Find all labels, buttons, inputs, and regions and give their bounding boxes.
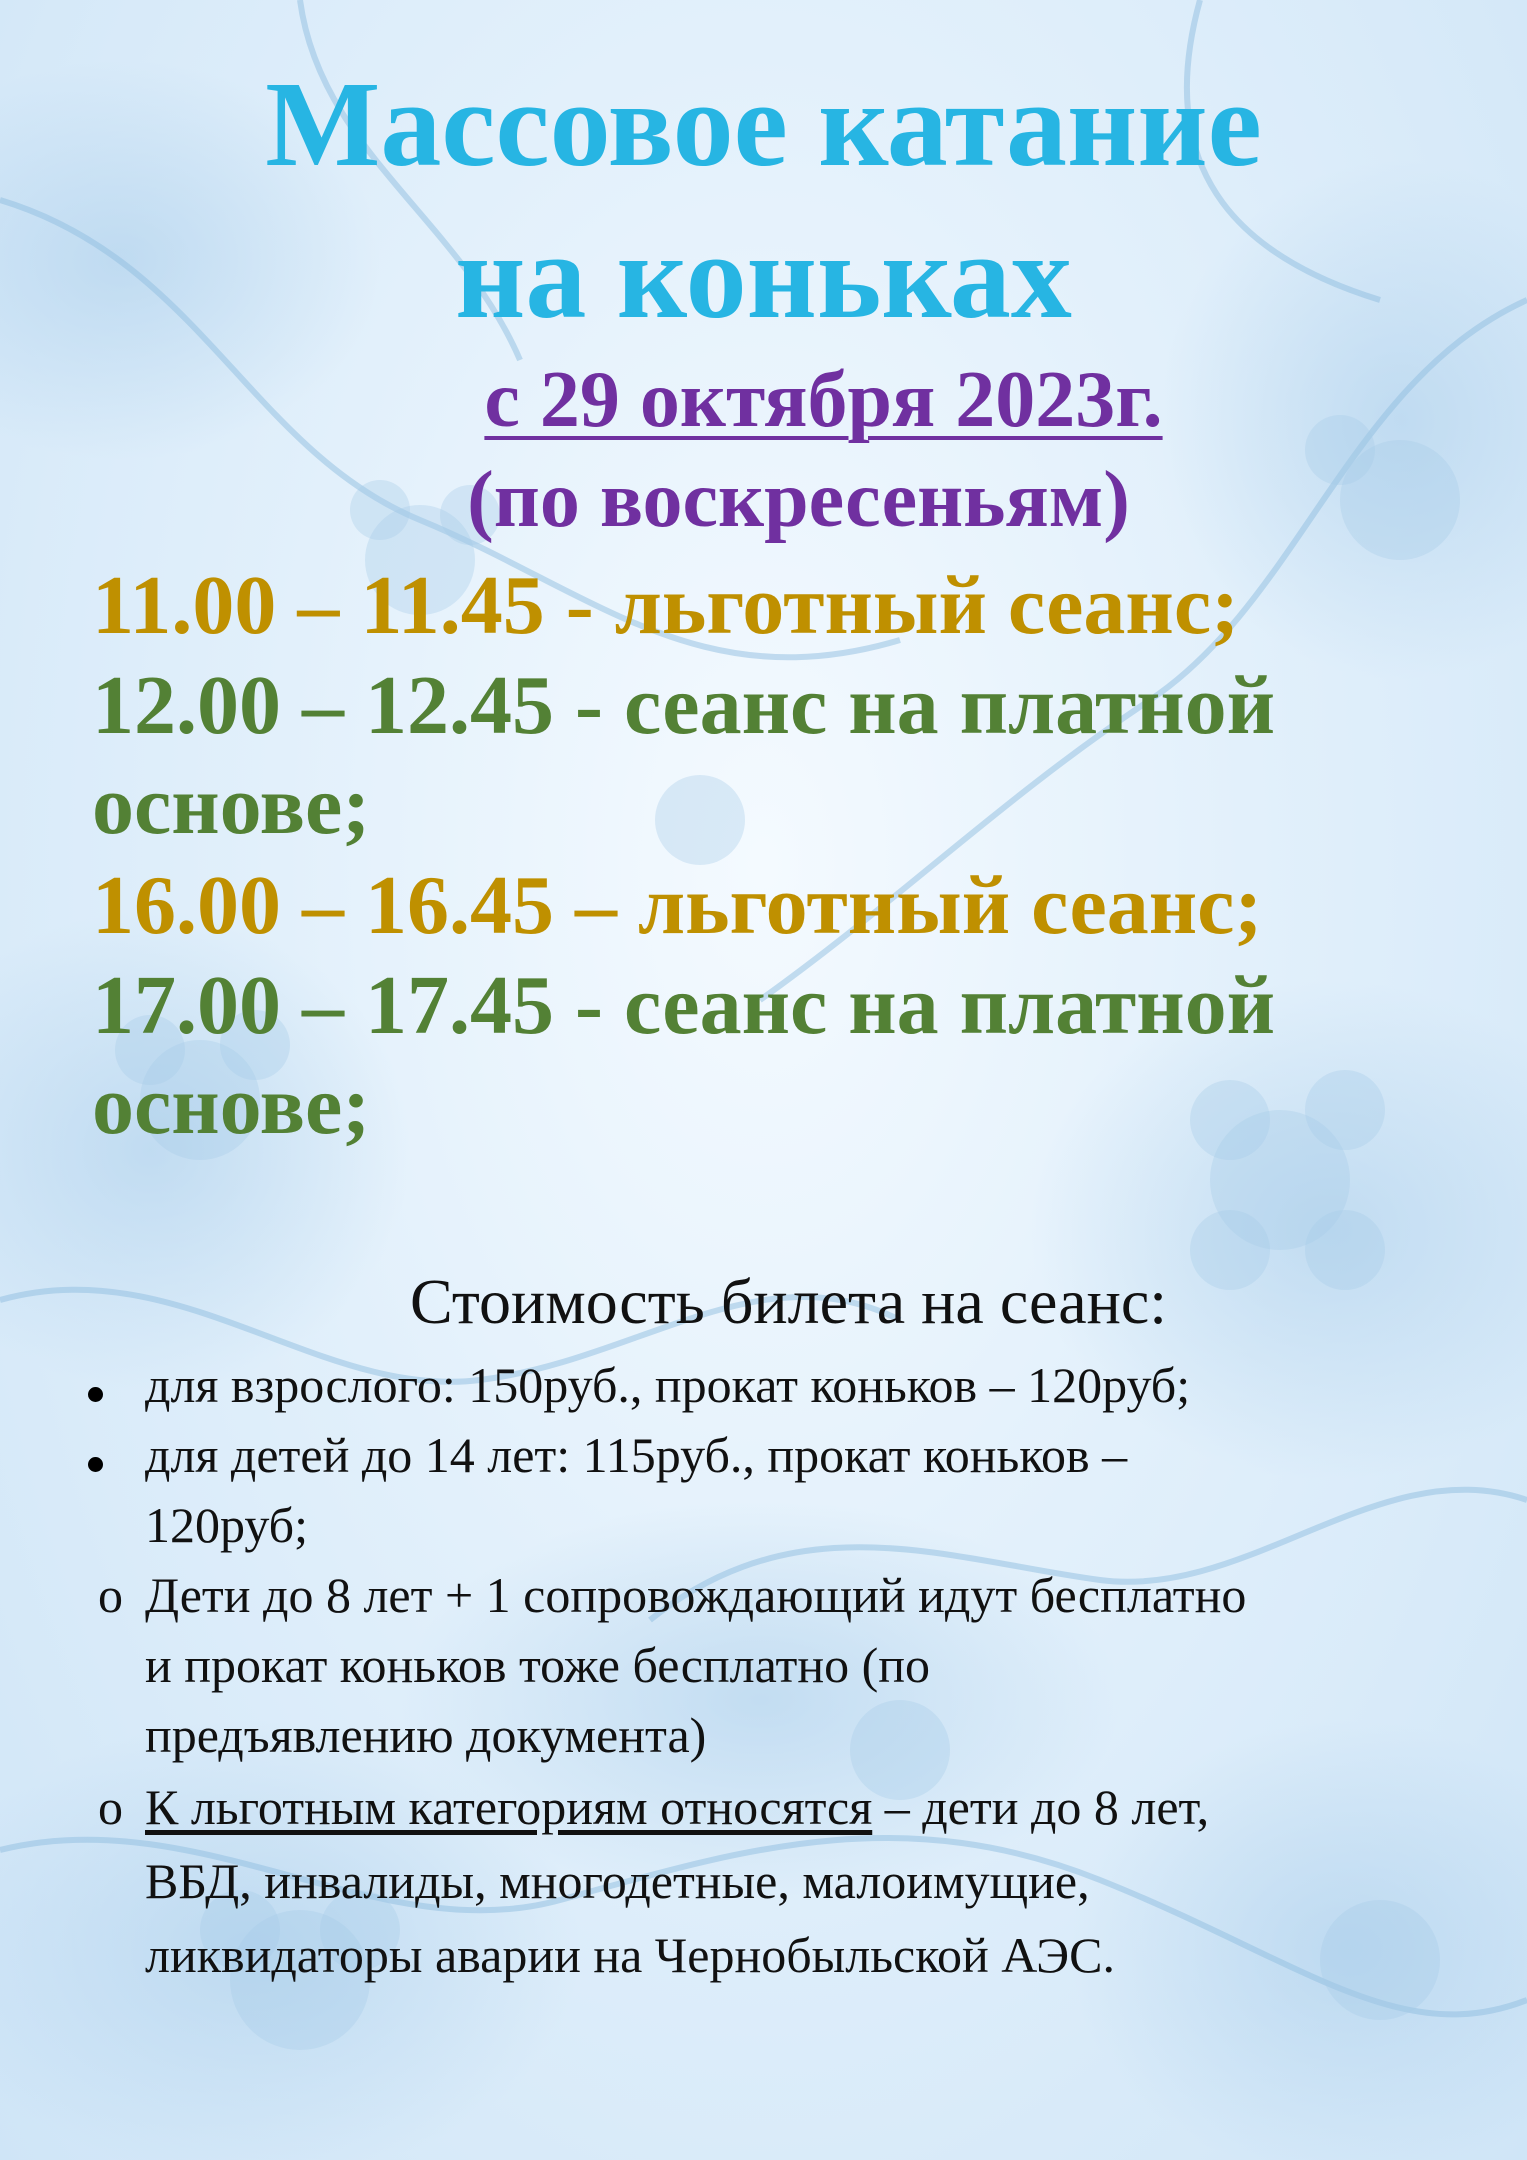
schedule-line: 16.00 – 16.45 – льготный сеанс; <box>92 859 1263 952</box>
schedule-line: 17.00 – 17.45 - сеанс на платной <box>92 959 1276 1052</box>
list-item <box>0 1770 1527 1992</box>
schedule-line: основе; <box>92 1059 371 1152</box>
poster-title-line2: на коньках <box>455 209 1072 344</box>
list-item <box>0 1420 1527 1560</box>
poster-title-line1: Массовое катание <box>265 57 1262 192</box>
list-item-text: для детей до 14 лет: 115руб., прокат коньков – <box>145 1427 1128 1483</box>
list-item-text: Дети до 8 лет + 1 сопровождающий идут бесплатно <box>145 1567 1247 1623</box>
bullet-disc-icon <box>88 1420 103 1490</box>
list-item-text: для взрослого: 150руб., прокат коньков – 120руб; <box>145 1357 1191 1413</box>
list-item-text: ВБД, инвалиды, многодетные, малоимущие, <box>145 1853 1090 1909</box>
benefit-categories-label: К льготным категориям относятся <box>145 1779 873 1835</box>
price-list <box>0 1350 1527 1992</box>
schedule-line: 11.00 – 11.45 - льготный сеанс; <box>92 559 1240 652</box>
list-item <box>0 1350 1527 1420</box>
bullet-disc-icon <box>88 1350 103 1420</box>
day-note: (по воскресеньям) <box>467 456 1130 544</box>
schedule-line: 12.00 – 12.45 - сеанс на платной <box>92 659 1276 752</box>
list-item-text: и прокат коньков тоже бесплатно (по <box>145 1637 931 1693</box>
list-item-text: предъявлению документа) <box>145 1707 707 1763</box>
bullet-circle-icon: o <box>98 1567 123 1623</box>
list-item <box>0 1560 1527 1770</box>
start-date <box>0 355 1527 445</box>
list-item-text: – дети до 8 лет, <box>872 1779 1210 1835</box>
schedule-line: основе; <box>92 759 371 852</box>
list-item-text: ликвидаторы аварии на Чернобыльской АЭС. <box>145 1927 1115 1983</box>
list-item-text: 120руб; <box>145 1497 309 1553</box>
price-heading: Стоимость билета на сеанс: <box>409 1266 1168 1337</box>
bullet-circle-icon: o <box>98 1779 123 1835</box>
start-date-text: с 29 октября 2023г. <box>484 356 1163 444</box>
